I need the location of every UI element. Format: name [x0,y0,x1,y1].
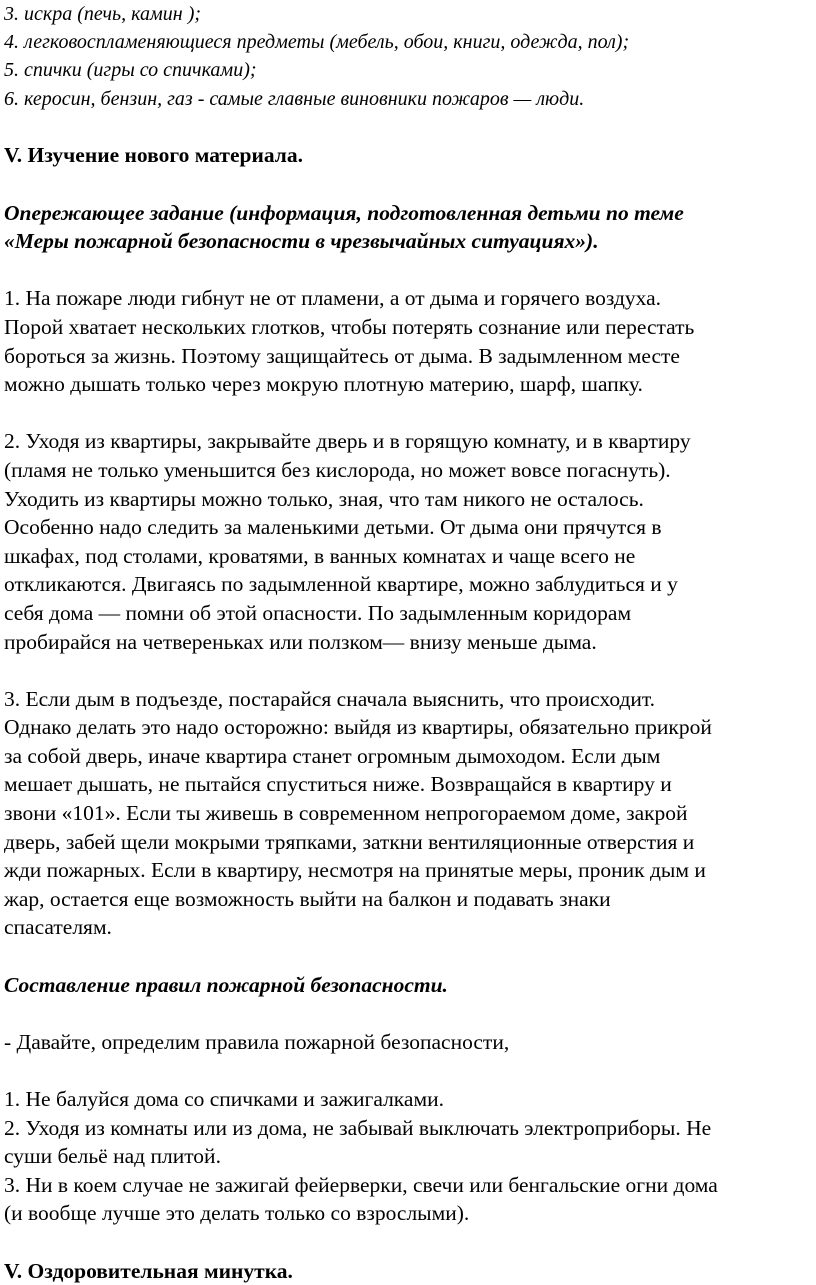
paragraph-1 [4,284,816,398]
rules-intro: - Давайте, определим правила пожарной безопасности, [4,1029,510,1054]
intro-list-item: 4. легковоспламеняющиеся предметы (мебель, обои, книги, одежда, пол); [4,31,630,54]
paragraph-line: пробирайся на четвереньках или ползком— внизу меньше дыма. [4,629,597,654]
rules-list [4,1085,816,1228]
paragraph-line: спасателям. [4,915,112,940]
paragraph-line: Однако делать это надо осторожно: выйдя из квартиры, обязательно прикрой [4,715,712,740]
paragraph-line: можно дышать только через мокрую плотную материю, шарф, шапку. [4,372,643,397]
rules-heading: Составление правил пожарной безопасности. [4,972,448,997]
paragraph-line: откликаются. Двигаясь по задымленной квартире, можно заблудиться и у [4,572,678,597]
intro-list [4,0,816,113]
paragraph-line: себя дома — помни об этой опасности. По задымленным коридорам [4,600,632,625]
paragraph-line: (пламя не только уменьшится без кислорода, но может вовсе погаснуть). [4,457,671,482]
paragraph-line: 2. Уходя из квартиры, закрывайте дверь и в горящую комнату, и в квартиру [4,429,691,454]
paragraph-line: шкафах, под столами, кроватями, в ванных комнатах и чаще всего не [4,543,636,568]
paragraph-2 [4,427,816,656]
paragraph-line: за собой дверь, иначе квартира станет огромным дымоходом. Если дым [4,743,661,768]
paragraph-line: жди пожарных. Если в квартиру, несмотря на принятые меры, проник дым и [4,858,706,883]
intro-list-item: 6. керосин, бензин, газ - самые главные виновники пожаров — люди. [4,87,585,110]
intro-list-item: 5. спички (игры со спичками); [4,59,257,82]
paragraph-line: жар, остается еще возможность выйти на балкон и подавать знаки [4,886,611,911]
paragraph-line: дверь, забей щели мокрыми тряпками, заткни вентиляционные отверстия и [4,829,695,854]
paragraph-line: бороться за жизнь. Поэтому защищайтесь от дыма. В задымленном месте [4,343,680,368]
paragraph-line: Порой хватает нескольких глотков, чтобы потерять сознание или перестать [4,314,695,339]
advance-task-line: «Меры пожарной безопасности в чрезвычайных ситуациях»). [4,229,599,254]
intro-list-item: 3. искра (печь, камин ); [4,3,202,25]
rules-list-item: 2. Уходя из комнаты или из дома, не забывай выключать электроприборы. Не [4,1115,712,1140]
rules-list-item: 1. Не балуйся дома со спичками и зажигалками. [4,1087,444,1111]
paragraph-line: мешает дышать, не пытайся спуститься ниже. Возвращайся в квартиру и [4,772,672,797]
rules-list-item: (и вообще лучше это делать только со взрослыми). [4,1201,470,1226]
rules-list-item: 3. Ни в коем случае не зажигай фейерверки, свечи или бенгальские огни дома [4,1172,718,1197]
paragraph-line: Уходить из квартиры можно только, зная, что там никого не осталось. [4,486,644,511]
section-heading-study: V. Изучение нового материала. [4,143,303,168]
paragraph-line: 1. На пожаре люди гибнут не от пламени, а от дыма и горячего воздуха. [4,286,662,311]
paragraph-line: звони «101». Если ты живешь в современном непрогораемом доме, закрой [4,801,688,826]
paragraph-line: Особенно надо следить за маленькими детьми. От дыма они прячутся в [4,515,662,540]
paragraph-line: 3. Если дым в подъезде, постарайся сначала выяснить, что происходит. [4,686,656,711]
advance-task-line: Опережающее задание (информация, подготовленная детьми по теме [4,200,684,225]
paragraph-3 [4,685,816,942]
advance-task-heading [4,199,816,256]
rules-list-item: суши бельё над плитой. [4,1144,221,1169]
section-heading-health-break: V. Оздоровительная минутка. [4,1258,293,1283]
